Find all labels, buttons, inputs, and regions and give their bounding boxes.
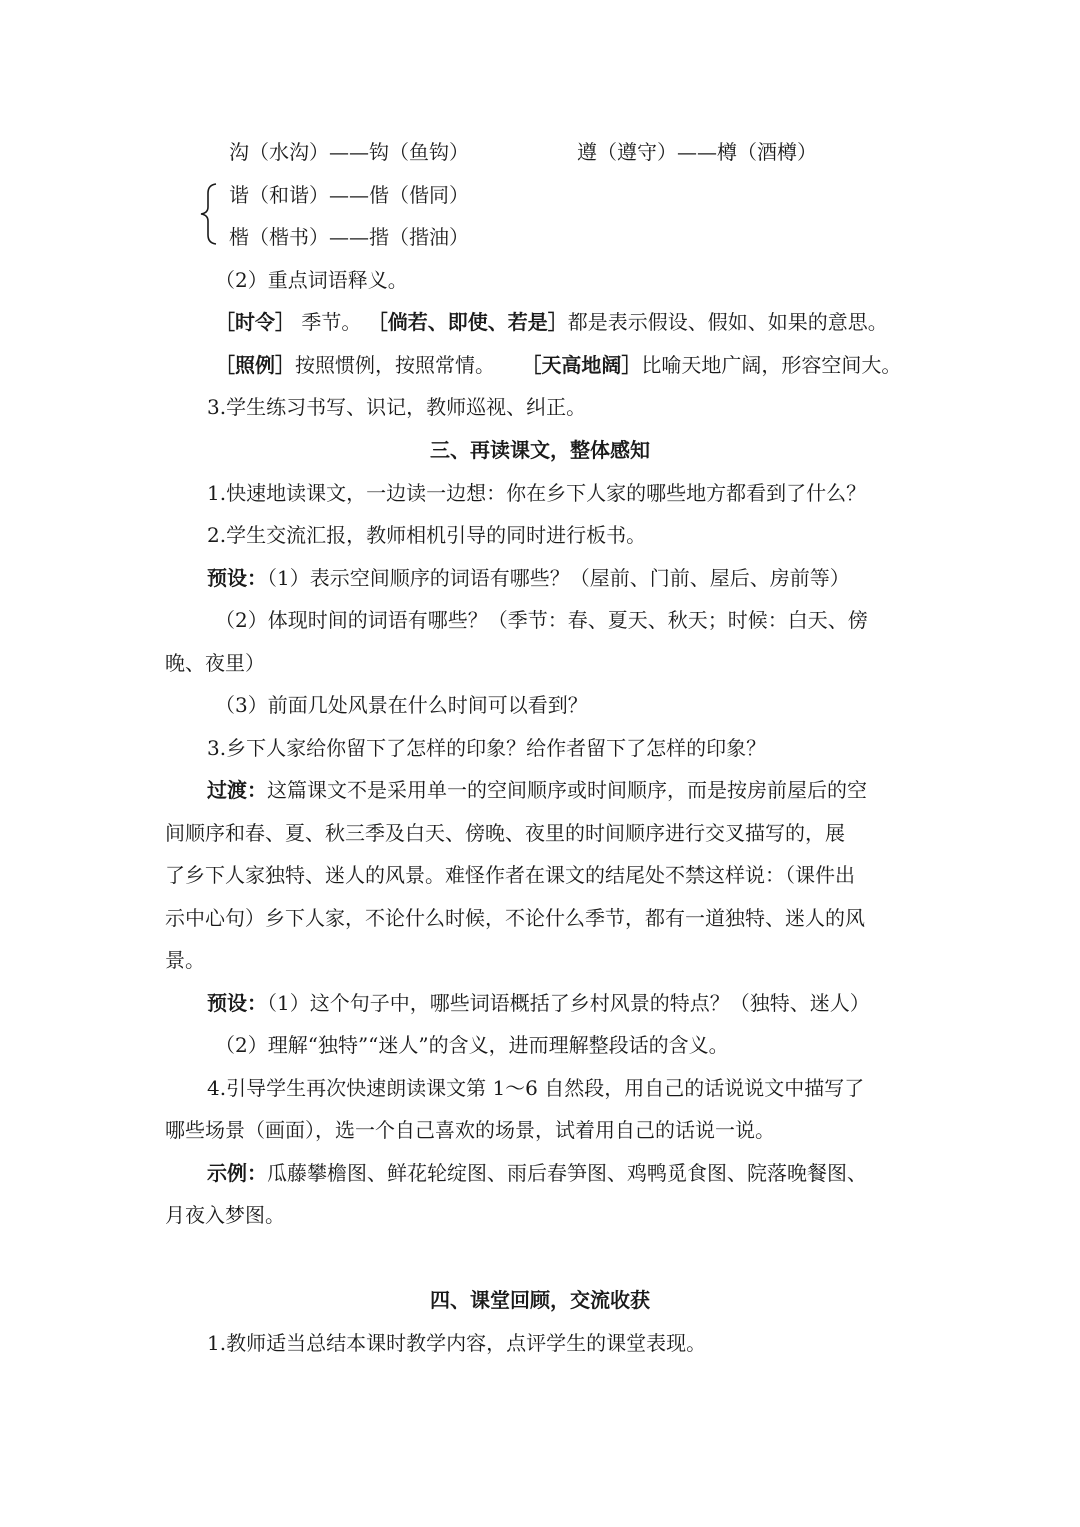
preset-4-text: （1）这个句子中，哪些词语概括了乡村风景的特点？（独特、迷人） xyxy=(267,991,870,1015)
s3-transition-4: 示中心句）乡下人家，不论什么时候，不论什么季节，都有一道独特、迷人的风 xyxy=(165,906,865,930)
s3-transition-3: 了乡下人家独特、迷人的风景。难怪作者在课文的结尾处不禁这样说：（课件出 xyxy=(165,863,855,887)
preset-1-text: （1）表示空间顺序的词语有哪些？（屋前、门前、屋后、房前等） xyxy=(267,566,850,590)
char-pair-row1-left: 沟（水沟）——钩（鱼钩） xyxy=(229,140,469,164)
s3-preset-3: （3）前面几处风景在什么时间可以看到？ xyxy=(215,693,588,717)
term-tangruo: ［倘若、即使、若是］ xyxy=(367,310,568,334)
section-4-title: 四、课堂回顾，交流收获 xyxy=(430,1288,650,1312)
s3-preset-4 xyxy=(207,991,962,1015)
s3-transition-1 xyxy=(207,778,962,802)
term-zhaoli: ［照例］ xyxy=(215,353,295,377)
s3-example-1 xyxy=(207,1161,962,1185)
vocab-line-1 xyxy=(215,310,970,334)
char-pair-row1-right: 遵（遵守）——樽（酒樽） xyxy=(577,140,817,164)
s3-transition-2: 间顺序和春、夏、秋三季及白天、傍晚、夜里的时间顺序进行交叉描写的，展 xyxy=(165,821,845,845)
s3-para-4a: 4.引导学生再次快速朗读课文第 1～6 自然段，用自己的话说说文中描写了 xyxy=(207,1076,865,1100)
term-tiangaodikuo: ［天高地阔］ xyxy=(521,353,642,377)
preset-label: 预设： xyxy=(207,566,267,590)
curly-brace-icon xyxy=(200,183,218,245)
example-label: 示例： xyxy=(207,1161,267,1185)
s3-preset-2b: 晚、夜里） xyxy=(165,651,265,675)
s3-preset-1 xyxy=(207,566,962,590)
vocab-line-2 xyxy=(215,353,970,377)
s3-transition-5: 景。 xyxy=(165,948,205,972)
section-3-title: 三、再读课文，整体感知 xyxy=(430,438,650,462)
preset-label-2: 预设： xyxy=(207,991,267,1015)
s3-preset-5: （2）理解“独特”“迷人”的含义，进而理解整段话的含义。 xyxy=(215,1033,729,1057)
char-pair-row3: 楷（楷书）——揩（揩油） xyxy=(229,225,469,249)
term-shiling: ［时令］ xyxy=(215,310,295,334)
s3-preset-2a: （2）体现时间的词语有哪些？（季节：春、夏天、秋天；时候：白天、傍 xyxy=(215,608,868,632)
def-zhaoli: 按照惯例，按照常情。 xyxy=(295,353,502,377)
def-tiangaodikuo: 比喻天地广阔，形容空间大。 xyxy=(641,353,902,377)
s3-para-4b: 哪些场景（画面），选一个自己喜欢的场景，试着用自己的话说一说。 xyxy=(165,1118,775,1142)
s3-example-2: 月夜入梦图。 xyxy=(165,1203,285,1227)
transition-text-1: 这篇课文不是采用单一的空间顺序或时间顺序，而是按房前屋后的空 xyxy=(267,778,867,802)
vocab-heading: （2）重点词语释义。 xyxy=(215,268,408,292)
example-text-1: 瓜藤攀檐图、鲜花轮绽图、雨后春笋图、鸡鸭觅食图、院落晚餐图、 xyxy=(267,1161,867,1185)
def-shiling: 季节。 xyxy=(295,310,368,334)
s4-para-1: 1.教师适当总结本课时教学内容，点评学生的课堂表现。 xyxy=(207,1331,707,1355)
s3-para-3: 3.乡下人家给你留下了怎样的印象？给作者留下了怎样的印象？ xyxy=(207,736,767,760)
s3-para-2: 2.学生交流汇报，教师相机引导的同时进行板书。 xyxy=(207,523,647,547)
s3-para-1: 1.快速地读课文，一边读一边想：你在乡下人家的哪些地方都看到了什么？ xyxy=(207,481,867,505)
practice-line: 3.学生练习书写、识记，教师巡视、纠正。 xyxy=(207,395,587,419)
char-pair-row2: 谐（和谐）——偕（偕同） xyxy=(229,183,469,207)
def-tangruo: 都是表示假设、假如、如果的意思。 xyxy=(567,310,888,334)
transition-label: 过渡： xyxy=(207,778,267,802)
